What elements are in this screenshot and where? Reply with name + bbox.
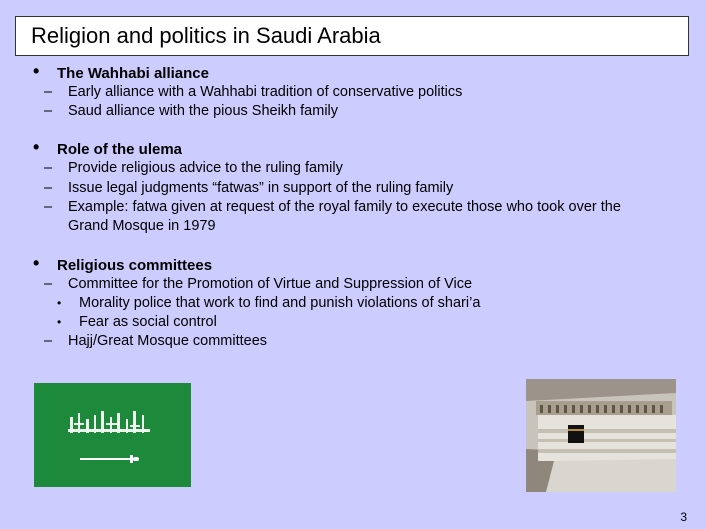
sub-item xyxy=(44,180,454,196)
sub-item-text: Grand Mosque in 1979 xyxy=(68,218,216,234)
sub-item xyxy=(44,276,473,292)
sub-item xyxy=(44,199,621,215)
sub-item-text: Committee for the Promotion of Virtue and Suppression of Vice xyxy=(68,276,473,292)
sub-item-text: Hajj/Great Mosque committees xyxy=(68,333,268,349)
bullet-role-of-ulema xyxy=(33,137,183,158)
sub-sub-item-text: Morality police that work to find and punish violations of shari’a xyxy=(79,295,481,311)
title-box xyxy=(15,16,689,56)
sub-item xyxy=(44,333,268,349)
photo-graphic xyxy=(526,379,676,492)
sub-item xyxy=(44,103,339,119)
sub-item-text: Saud alliance with the pious Sheikh family xyxy=(68,103,339,119)
page-number: 3 xyxy=(680,510,687,524)
bullet-dot: • xyxy=(33,253,40,273)
slide-title: Religion and politics in Saudi Arabia xyxy=(31,23,381,48)
sub-item xyxy=(44,160,343,176)
flag-graphic xyxy=(34,383,191,487)
sub-item-text: Provide religious advice to the ruling family xyxy=(68,160,343,176)
section-heading: The Wahhabi alliance xyxy=(57,65,209,82)
saudi-flag-image xyxy=(34,383,191,487)
sub-sub-item xyxy=(57,295,481,311)
sub-sub-item xyxy=(57,314,217,330)
sub-item-text: Issue legal judgments “fatwas” in support of the ruling family xyxy=(68,180,454,196)
bullet-dot: • xyxy=(57,296,62,310)
sub-item-text: Example: fatwa given at request of the royal family to execute those who took over the xyxy=(68,199,621,215)
dash-marker: – xyxy=(44,180,53,196)
sub-item xyxy=(44,84,463,100)
dash-marker: – xyxy=(44,84,53,100)
dash-marker: – xyxy=(44,103,53,119)
sub-item-continuation xyxy=(68,218,216,234)
sub-item-text: Early alliance with a Wahhabi tradition of conservative politics xyxy=(68,84,463,100)
sub-sub-item-text: Fear as social control xyxy=(79,314,217,330)
bullet-wahhabi-alliance xyxy=(33,61,209,82)
grand-mosque-photo xyxy=(526,379,676,492)
bullet-dot: • xyxy=(57,315,62,329)
section-heading: Role of the ulema xyxy=(57,141,183,158)
bullet-dot: • xyxy=(33,137,40,157)
dash-marker: – xyxy=(44,333,53,349)
bullet-religious-committees xyxy=(33,253,213,274)
dash-marker: – xyxy=(44,199,53,215)
section-heading: Religious committees xyxy=(57,257,213,274)
bullet-dot: • xyxy=(33,61,40,81)
dash-marker: – xyxy=(44,276,53,292)
dash-marker: – xyxy=(44,160,53,176)
